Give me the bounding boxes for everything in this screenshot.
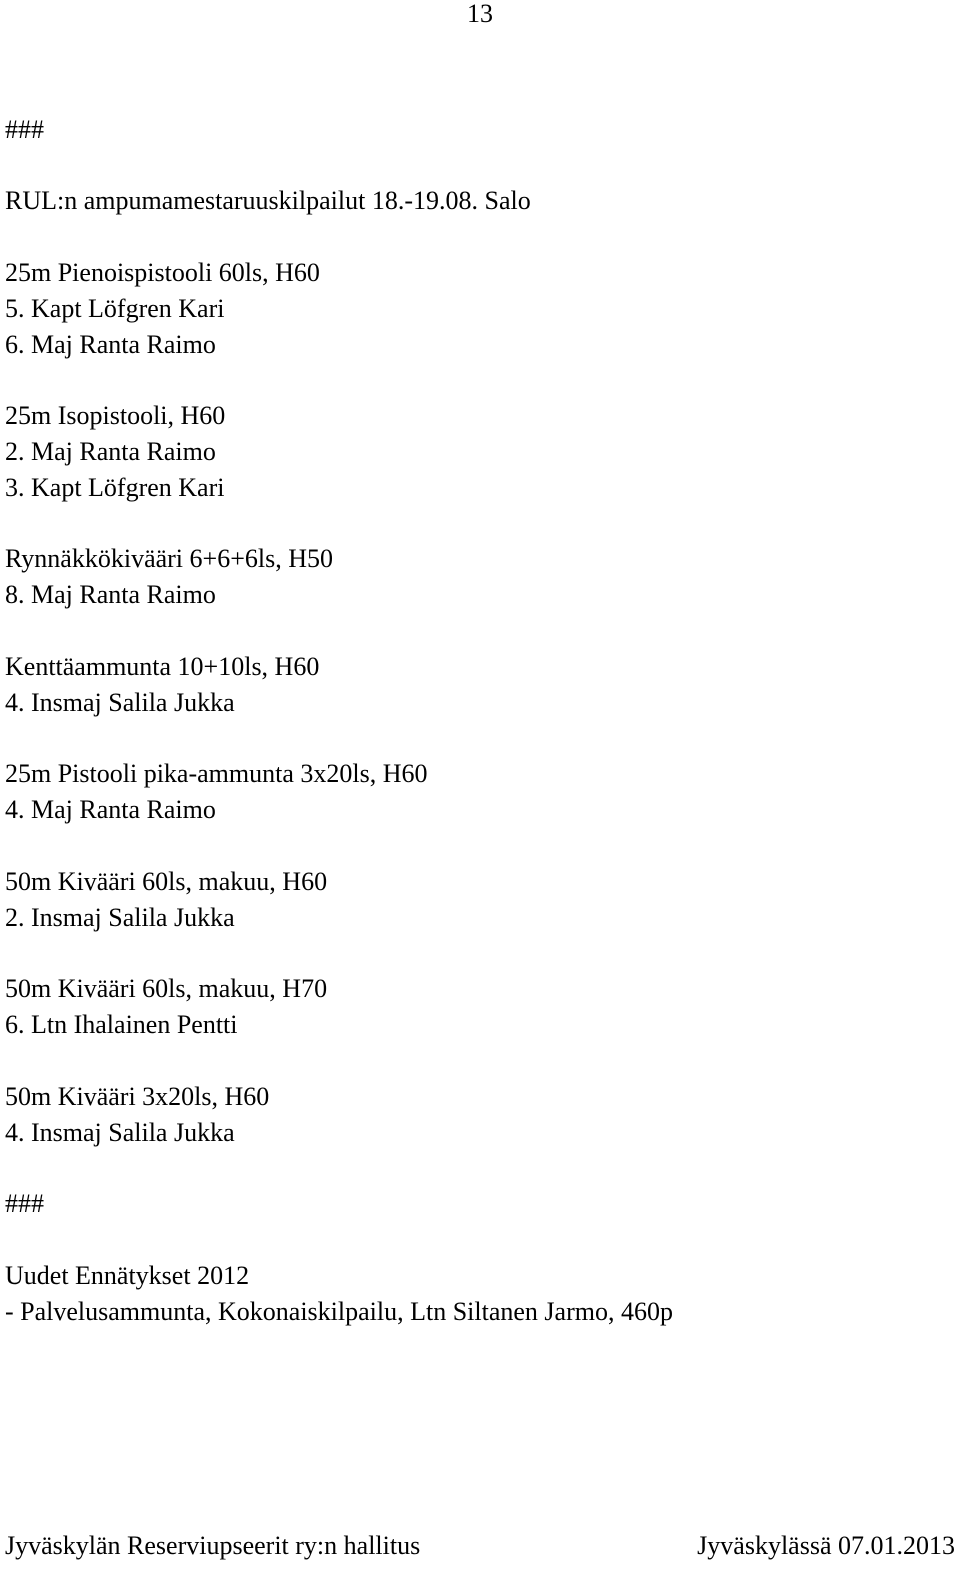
result-line: 2. Maj Ranta Raimo — [5, 437, 216, 466]
event-title: Rynnäkkökivääri 6+6+6ls, H50 — [5, 544, 333, 573]
result-line: 4. Insmaj Salila Jukka — [5, 688, 235, 717]
result-line: 8. Maj Ranta Raimo — [5, 580, 216, 609]
separator: ### — [5, 115, 44, 144]
page-number: 13 — [467, 0, 493, 28]
record-line: - Palvelusammunta, Kokonaiskilpailu, Ltn Siltanen Jarmo, 460p — [5, 1297, 673, 1326]
document-heading: RUL:n ampumamestaruuskilpailut 18.-19.08. Salo — [5, 186, 531, 215]
result-line: 5. Kapt Löfgren Kari — [5, 294, 225, 323]
footer-place-date: Jyväskylässä 07.01.2013 — [697, 1531, 955, 1560]
result-line: 4. Insmaj Salila Jukka — [5, 1118, 235, 1147]
event-title: 50m Kivääri 60ls, makuu, H70 — [5, 974, 328, 1003]
result-line: 6. Maj Ranta Raimo — [5, 330, 216, 359]
event-title: 25m Pienoispistooli 60ls, H60 — [5, 258, 320, 287]
result-line: 3. Kapt Löfgren Kari — [5, 473, 225, 502]
result-line: 6. Ltn Ihalainen Pentti — [5, 1010, 238, 1039]
separator: ### — [5, 1189, 44, 1218]
event-title: 50m Kivääri 60ls, makuu, H60 — [5, 867, 328, 896]
event-title: 50m Kivääri 3x20ls, H60 — [5, 1082, 270, 1111]
event-title: 25m Isopistooli, H60 — [5, 401, 226, 430]
footer-organization: Jyväskylän Reserviupseerit ry:n hallitus — [5, 1531, 421, 1560]
result-line: 2. Insmaj Salila Jukka — [5, 903, 235, 932]
event-title: 25m Pistooli pika-ammunta 3x20ls, H60 — [5, 759, 428, 788]
records-title: Uudet Ennätykset 2012 — [5, 1261, 250, 1290]
event-title: Kenttäammunta 10+10ls, H60 — [5, 652, 320, 681]
result-line: 4. Maj Ranta Raimo — [5, 795, 216, 824]
